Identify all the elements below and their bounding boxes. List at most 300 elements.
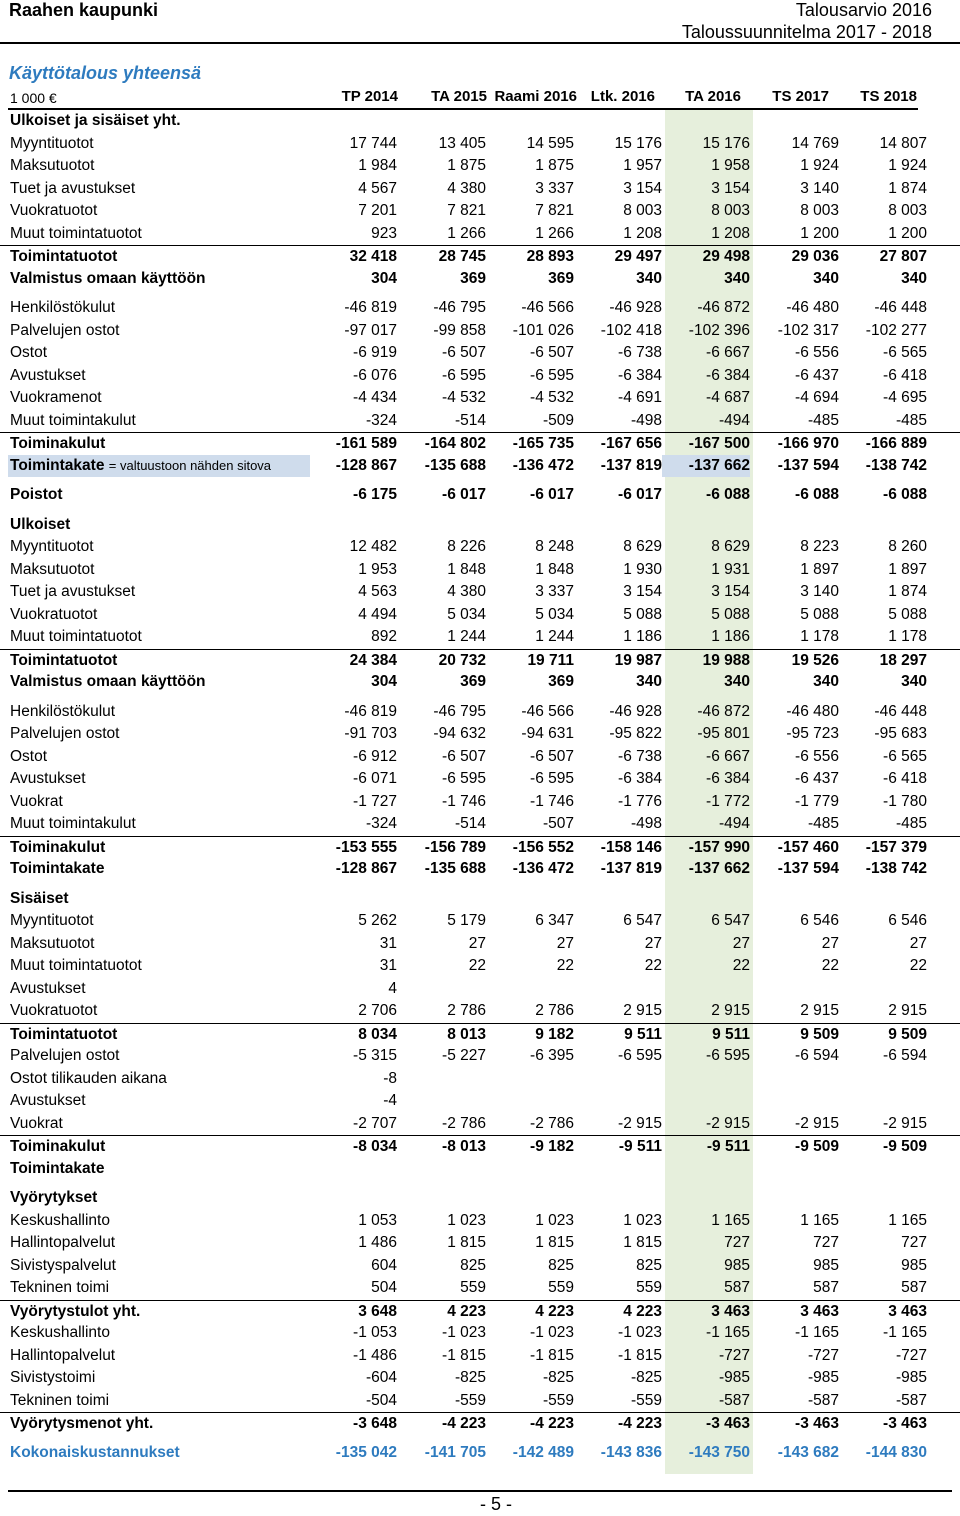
row-label — [10, 1158, 104, 1181]
cell-value: -9 509 — [795, 1138, 839, 1155]
cell-value: -6 595 — [530, 770, 574, 787]
column-header: Ltk. 2016 — [590, 88, 655, 105]
cell-value: 29 497 — [614, 248, 662, 265]
row-label — [10, 858, 104, 881]
cell-value: -4 — [383, 1092, 397, 1109]
cell-value: -6 507 — [530, 747, 574, 765]
document-title: Talousarvio 2016 — [795, 0, 932, 20]
cell-value: -4 694 — [795, 389, 839, 406]
cell-value: 5 088 — [623, 605, 662, 623]
cell-value: -46 448 — [874, 702, 927, 720]
cell-value: -8 — [383, 1069, 397, 1087]
cell-value: -6 556 — [795, 344, 839, 361]
cell-value: -6 595 — [618, 1047, 662, 1064]
table-row — [0, 1068, 960, 1091]
row-label — [10, 110, 181, 133]
column-header: TS 2018 — [860, 88, 917, 105]
cell-value: 15 176 — [702, 134, 750, 152]
row-label — [10, 514, 70, 537]
cell-value: 369 — [548, 673, 574, 690]
row-label — [10, 365, 86, 388]
cell-value: 1 875 — [535, 157, 574, 174]
cell-value: 22 — [909, 957, 927, 974]
cell-value: 24 384 — [349, 651, 397, 669]
table-row — [0, 365, 960, 388]
row-label-text: Vuokrat — [10, 1114, 63, 1132]
cell-value: 8 223 — [800, 538, 839, 555]
cell-value: -135 688 — [424, 456, 486, 474]
cell-value: -4 532 — [442, 389, 486, 406]
table-row — [0, 1045, 960, 1068]
budget-table — [0, 110, 960, 1464]
cell-value: -825 — [542, 1369, 574, 1386]
row-label — [10, 626, 142, 649]
cell-value: 1 815 — [535, 1234, 574, 1251]
row-label — [10, 1301, 140, 1324]
row-label-text: Ulkoiset ja sisäiset yht. — [10, 112, 181, 129]
cell-value: -8 013 — [442, 1138, 486, 1155]
table-row — [0, 1442, 960, 1465]
cell-value: -99 858 — [433, 321, 486, 339]
cell-value: 19 988 — [702, 651, 750, 669]
cell-value: -6 595 — [442, 366, 486, 384]
cell-value: 3 463 — [711, 1302, 750, 1320]
cell-value: -153 555 — [335, 838, 397, 856]
cell-value: -95 723 — [786, 725, 839, 742]
cell-value: -46 795 — [433, 299, 486, 316]
cell-value: -6 595 — [706, 1047, 750, 1064]
cell-value: -6 384 — [706, 770, 750, 787]
cell-value: -167 656 — [600, 435, 662, 452]
cell-value: 8 034 — [358, 1025, 397, 1043]
row-label-text: Maksutuotot — [10, 560, 95, 578]
cell-value: 12 482 — [349, 538, 397, 555]
cell-value: -727 — [807, 1346, 839, 1364]
cell-value: 3 337 — [535, 179, 574, 197]
row-label-text: Vuokratuotot — [10, 202, 98, 219]
cell-value: 340 — [813, 269, 839, 287]
row-label-text: Vyörytykset — [10, 1189, 98, 1206]
cell-value: 27 — [821, 934, 839, 952]
cell-value: -46 928 — [609, 702, 662, 720]
cell-value: -559 — [630, 1391, 662, 1409]
cell-value: -559 — [542, 1391, 574, 1409]
cell-value: -4 434 — [353, 389, 397, 406]
cell-value: 1 897 — [888, 560, 927, 578]
document-subtitle: Taloussuunnitelma 2017 - 2018 — [681, 22, 932, 42]
cell-value: -2 915 — [795, 1114, 839, 1132]
cell-value: 340 — [636, 269, 662, 287]
cell-value: -158 146 — [600, 838, 662, 856]
cell-value: 1 244 — [447, 628, 486, 645]
cell-value: -136 472 — [512, 860, 574, 877]
cell-value: -101 026 — [512, 321, 574, 339]
cell-value: -485 — [807, 411, 839, 429]
row-label-text: Keskushallinto — [10, 1211, 110, 1229]
cell-value: -102 277 — [865, 321, 927, 339]
cell-value: 1 874 — [888, 179, 927, 197]
cell-value: 340 — [901, 673, 927, 690]
cell-value: -6 738 — [618, 344, 662, 361]
cell-value: -95 801 — [697, 725, 750, 742]
cell-value: 22 — [468, 957, 486, 974]
cell-value: 9 511 — [712, 1025, 750, 1043]
cell-value: -1 486 — [353, 1346, 397, 1364]
cell-value: -1 746 — [442, 792, 486, 810]
row-label — [10, 671, 206, 694]
cell-value: -6 667 — [706, 344, 750, 361]
cell-value: 8 248 — [535, 538, 574, 555]
cell-value: 6 546 — [800, 912, 839, 929]
cell-value: -6 667 — [706, 747, 750, 765]
table-row — [0, 1255, 960, 1278]
table-row — [0, 791, 960, 814]
row-label-text: Vuokratuotot — [10, 1002, 98, 1019]
cell-value: 1 931 — [711, 560, 750, 578]
cell-value: 1 848 — [447, 560, 486, 578]
column-header: TP 2014 — [341, 88, 398, 105]
row-label-text: Vyörytysmenot yht. — [10, 1415, 154, 1432]
cell-value: -6 088 — [706, 486, 750, 503]
table-row — [0, 978, 960, 1001]
cell-value: -157 990 — [688, 838, 750, 856]
cell-value: 3 140 — [800, 583, 839, 600]
cell-value: 4 563 — [358, 583, 397, 600]
cell-value: -141 705 — [424, 1443, 486, 1461]
cell-value: -6 594 — [883, 1047, 927, 1064]
row-label-text: Sisäiset — [10, 889, 69, 907]
cell-value: -1 772 — [706, 792, 750, 810]
cell-value: -156 552 — [512, 838, 574, 856]
cell-value: -94 631 — [521, 725, 574, 742]
table-row — [0, 536, 960, 559]
cell-value: -102 418 — [600, 321, 662, 339]
cell-value: -985 — [718, 1369, 750, 1386]
cell-value: -4 695 — [883, 389, 927, 406]
cell-value: -46 872 — [697, 299, 750, 316]
cell-value: -137 594 — [777, 860, 839, 877]
row-label — [10, 650, 117, 673]
table-row — [0, 178, 960, 201]
cell-value: -514 — [454, 815, 486, 832]
cell-value: 1 178 — [800, 628, 839, 645]
cell-value: 5 088 — [711, 605, 750, 623]
cell-value: -144 830 — [865, 1443, 927, 1461]
cell-value: -157 379 — [865, 838, 927, 856]
cell-value: -6 594 — [795, 1047, 839, 1064]
cell-value: 3 154 — [711, 179, 750, 197]
table-row — [0, 836, 960, 859]
cell-value: -6 595 — [442, 770, 486, 787]
column-header: TA 2016 — [685, 88, 741, 105]
row-label — [10, 433, 105, 456]
cell-value: 3 154 — [623, 583, 662, 600]
cell-value: -6 437 — [795, 770, 839, 787]
cell-value: -6 384 — [618, 770, 662, 787]
cell-value: 5 179 — [447, 912, 486, 929]
cell-value: 28 893 — [526, 248, 574, 265]
cell-value: 1 186 — [711, 628, 750, 645]
cell-value: -46 872 — [697, 702, 750, 720]
row-label-text: Valmistus omaan käyttöön — [10, 673, 206, 690]
row-label — [10, 701, 115, 724]
cell-value: 3 337 — [535, 583, 574, 600]
cell-value: 15 176 — [614, 134, 662, 152]
table-row — [0, 200, 960, 223]
cell-value: 504 — [371, 1279, 397, 1296]
cell-value: -4 687 — [706, 389, 750, 406]
cell-value: 1 874 — [888, 583, 927, 600]
table-row — [0, 1158, 960, 1181]
cell-value: 604 — [371, 1256, 397, 1274]
cell-value: -6 738 — [618, 747, 662, 765]
cell-value: -5 315 — [353, 1047, 397, 1064]
cell-value: -1 779 — [795, 792, 839, 810]
cell-value: 8 003 — [711, 202, 750, 219]
cell-value: 27 — [468, 934, 486, 952]
row-label-text: Muut toimintakulut — [10, 411, 136, 429]
table-row — [0, 1322, 960, 1345]
cell-value: -6 088 — [795, 486, 839, 503]
cell-value: 1 924 — [888, 157, 927, 174]
row-label-text: Hallintopalvelut — [10, 1234, 116, 1251]
cell-value: 304 — [371, 673, 397, 690]
cell-value: -587 — [807, 1391, 839, 1409]
cell-value: 825 — [460, 1256, 486, 1274]
cell-value: -507 — [542, 815, 574, 832]
cell-value: 19 987 — [614, 651, 662, 669]
row-note: = valtuustoon nähden sitova — [108, 457, 272, 473]
cell-value: 1 897 — [800, 560, 839, 578]
row-label-text: Toimintatuotot — [10, 1025, 118, 1043]
cell-value: -1 165 — [795, 1324, 839, 1341]
cell-value: -6 384 — [618, 366, 662, 384]
row-label-text: Muut toimintatuotot — [10, 628, 142, 645]
cell-value: 1 486 — [358, 1234, 397, 1251]
cell-value: -727 — [895, 1346, 927, 1364]
cell-value: 1 815 — [623, 1234, 662, 1251]
cell-value: 6 347 — [535, 912, 574, 929]
row-label — [10, 1000, 97, 1023]
cell-value: 1 957 — [623, 157, 662, 174]
row-label — [10, 1277, 109, 1300]
cell-value: 559 — [636, 1279, 662, 1296]
row-label-text: Tuet ja avustukset — [10, 583, 136, 600]
table-row — [0, 933, 960, 956]
row-label-text: Avustukset — [10, 1092, 86, 1109]
cell-value: -6 507 — [442, 344, 486, 361]
cell-value: -6 565 — [883, 344, 927, 361]
cell-value: 1 165 — [711, 1211, 750, 1229]
cell-value: -324 — [365, 411, 397, 429]
table-row — [0, 1210, 960, 1233]
cell-value: -985 — [807, 1369, 839, 1386]
row-label — [10, 1345, 115, 1368]
cell-value: -6 418 — [883, 366, 927, 384]
table-row — [0, 1135, 960, 1158]
row-label-text: Tuet ja avustukset — [10, 179, 136, 197]
cell-value: 2 915 — [888, 1002, 927, 1019]
cell-value: 1 875 — [447, 157, 486, 174]
row-label — [10, 559, 94, 582]
cell-value: -6 437 — [795, 366, 839, 384]
cell-value: 8 226 — [447, 538, 486, 555]
table-row — [0, 1300, 960, 1323]
cell-value: -2 707 — [353, 1114, 397, 1132]
cell-value: -1 780 — [883, 792, 927, 810]
cell-value: -727 — [718, 1346, 750, 1364]
row-label — [8, 455, 277, 478]
cell-value: 4 — [388, 979, 397, 997]
cell-value: -128 867 — [335, 456, 397, 474]
cell-value: 587 — [901, 1279, 927, 1296]
row-label — [10, 723, 119, 746]
cell-value: -494 — [718, 411, 750, 429]
row-label-text: Toimintatuotot — [10, 248, 118, 265]
table-row — [0, 342, 960, 365]
table-row — [0, 484, 960, 507]
row-label — [10, 410, 136, 433]
cell-value: -604 — [365, 1369, 397, 1386]
cell-value: -4 223 — [530, 1415, 574, 1432]
cell-value: 1 848 — [535, 560, 574, 578]
cell-value: 27 — [732, 934, 750, 952]
cell-value: -5 227 — [442, 1047, 486, 1064]
cell-value: -4 532 — [530, 389, 574, 406]
cell-value: 22 — [556, 957, 574, 974]
cell-value: 4 494 — [358, 605, 397, 623]
cell-value: 559 — [460, 1279, 486, 1296]
cell-value: 7 201 — [358, 202, 397, 219]
cell-value: 340 — [636, 673, 662, 690]
row-label-text: Vuokrat — [10, 792, 63, 810]
cell-value: -2 786 — [442, 1114, 486, 1132]
cell-value: 825 — [548, 1256, 574, 1274]
cell-value: 1 266 — [447, 224, 486, 242]
row-label — [10, 200, 97, 223]
row-label — [10, 1210, 110, 1233]
row-label-text: Henkilöstökulut — [10, 702, 116, 720]
cell-value: 19 711 — [527, 651, 574, 669]
cell-value: 1 208 — [623, 224, 662, 242]
cell-value: -498 — [630, 411, 662, 429]
cell-value: 22 — [821, 957, 839, 974]
table-row — [0, 701, 960, 724]
header-divider — [0, 42, 960, 44]
row-label-text: Tekninen toimi — [10, 1391, 110, 1409]
cell-value: -165 735 — [512, 435, 574, 452]
cell-value: 19 526 — [791, 651, 839, 669]
cell-value: -164 802 — [424, 435, 486, 452]
cell-value: 3 463 — [800, 1302, 839, 1320]
table-row — [0, 559, 960, 582]
cell-value: 31 — [379, 957, 397, 974]
cell-value: 28 745 — [438, 248, 486, 265]
row-label — [10, 1136, 105, 1159]
row-label-text: Henkilöstökulut — [10, 299, 116, 316]
cell-value: -142 489 — [512, 1443, 574, 1461]
cell-value: 5 262 — [358, 912, 397, 929]
cell-value: 559 — [548, 1279, 574, 1296]
footer-divider — [8, 1490, 952, 1492]
cell-value: 1 984 — [358, 157, 397, 174]
cell-value: -559 — [454, 1391, 486, 1409]
row-label — [10, 910, 94, 933]
row-label — [10, 1187, 97, 1210]
row-label-text: Toiminakulut — [10, 435, 106, 452]
row-label — [10, 813, 136, 836]
cell-value: -138 742 — [865, 456, 927, 474]
cell-value: 8 003 — [800, 202, 839, 219]
row-label — [10, 246, 117, 269]
cell-value: -985 — [895, 1369, 927, 1386]
row-label-text: Kokonaiskustannukset — [10, 1443, 180, 1461]
table-row — [0, 410, 960, 433]
cell-value: -2 915 — [706, 1114, 750, 1132]
cell-value: -1 815 — [530, 1346, 574, 1364]
cell-value: -1 776 — [618, 792, 662, 810]
cell-value: 29 498 — [702, 248, 750, 265]
table-row — [0, 110, 960, 133]
cell-value: -6 071 — [353, 770, 397, 787]
row-label — [10, 1413, 153, 1436]
cell-value: -6 912 — [353, 747, 397, 765]
cell-value: -137 662 — [662, 455, 750, 478]
column-header: TA 2015 — [431, 88, 487, 105]
row-label-text: Valmistus omaan käyttöön — [10, 269, 206, 287]
row-label — [10, 837, 105, 860]
cell-value: -143 682 — [777, 1443, 839, 1461]
cell-value: -46 795 — [433, 702, 486, 720]
cell-value: 1 815 — [447, 1234, 486, 1251]
table-row — [0, 813, 960, 836]
column-header: Raami 2016 — [494, 88, 577, 105]
cell-value: -6 919 — [353, 344, 397, 361]
table-row — [0, 432, 960, 455]
cell-value: -156 789 — [424, 838, 486, 856]
unit-label: 1 000 € — [10, 90, 57, 106]
cell-value: -137 819 — [600, 860, 662, 877]
cell-value: 7 821 — [447, 202, 486, 219]
row-label-text: Ostot — [10, 747, 48, 765]
row-label-text: Tekninen toimi — [10, 1279, 110, 1296]
cell-value: 304 — [371, 269, 397, 287]
cell-value: -1 815 — [442, 1346, 486, 1364]
row-label-text: Myyntituotot — [10, 134, 94, 152]
row-label — [10, 1390, 109, 1413]
row-label — [10, 978, 86, 1001]
row-label-text: Toiminakulut — [10, 1138, 106, 1155]
cell-value: -1 815 — [618, 1346, 662, 1364]
table-row — [0, 1090, 960, 1113]
row-label — [10, 1024, 117, 1047]
cell-value: -514 — [454, 411, 486, 429]
row-label — [10, 155, 94, 178]
cell-value: 4 567 — [358, 179, 397, 197]
cell-value: -3 648 — [353, 1415, 397, 1432]
row-label — [10, 604, 97, 627]
cell-value: 2 915 — [800, 1002, 839, 1019]
cell-value: -9 182 — [530, 1138, 574, 1155]
row-label — [10, 1232, 115, 1255]
table-row — [0, 223, 960, 246]
cell-value: -1 053 — [353, 1324, 397, 1341]
cell-value: 985 — [901, 1256, 927, 1274]
table-row — [0, 626, 960, 649]
cell-value: -137 662 — [688, 860, 750, 877]
table-row — [0, 888, 960, 911]
cell-value: 22 — [644, 957, 662, 974]
